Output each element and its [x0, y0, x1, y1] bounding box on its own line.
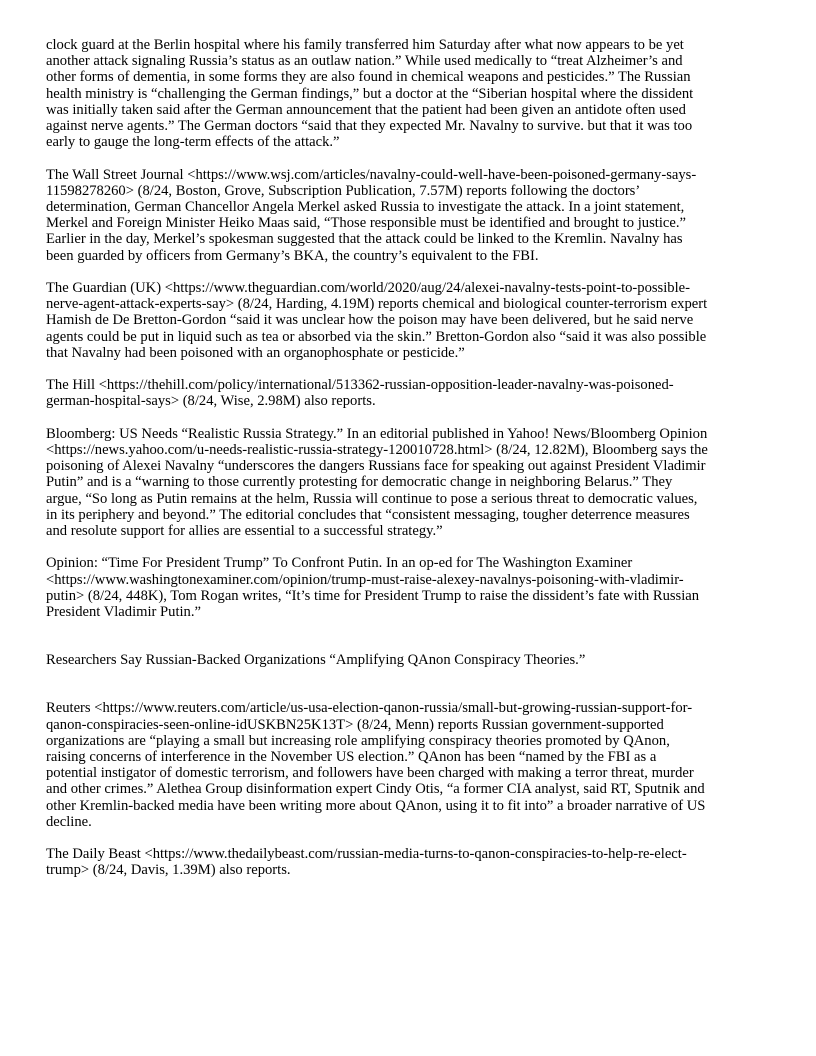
document-page	[46, 37, 772, 895]
paragraph-reuters: Reuters <https://www.reuters.com/article/us-usa-election-qanon-russia/small-but-growing-russian-support-for- qanon-conspiracies-seen-online-idUSKBN25K13T> (8/24, Menn) reports Russian government-supported organizations are “playing a small but increasing role amplifying conspiracy theories promoted by QAnon, raising concerns of interference in the November US election.” QAnon has been “named by the FBI as a potential instigator of domestic terrorism, and followers have been charged with making a terror threat, murder and other crimes.” Alethea Group disinformation expert Cindy Otis, “a former CIA analyst, said RT, Sputnik and other Kremlin-backed media have been writing more about QAnon, using it to fit into” a broader narrative of US decline.	[46, 700, 706, 830]
paragraph-guardian: The Guardian (UK) <https://www.theguardian.com/world/2020/aug/24/alexei-navalny-tests-point-to-possible- nerve-agent-attack-experts-say> (8/24, Harding, 4.19M) reports chemical and biological counter-terrorism expert Hamish de De Bretton-Gordon “said it was unclear how the poison may have been delivered, but he said nerve agents could be put in liquid such as tea or absorbed via the skin.” Bretton-Gordon also “said it was also possible that Navalny had been poisoned with an organophosphate or pesticide.”	[46, 280, 708, 361]
paragraph-daily-beast: The Daily Beast <https://www.thedailybeast.com/russian-media-turns-to-qanon-conspiracies-to-help-re-elect- trump> (8/24, Davis, 1.39M) also reports.	[46, 846, 687, 879]
paragraph-opinion-rogan: Opinion: “Time For President Trump” To Confront Putin. In an op-ed for The Washington Examiner <https://www.washingtonexaminer.com/opinion/trump-must-raise-alexey-navalnys-poisoning-with-vladimir- putin> (8/24, 448K), Tom Rogan writes, “It’s time for President Trump to raise the dissident’s fate with Russian President Vladimir Putin.”	[46, 555, 700, 621]
section-heading-qanon: Researchers Say Russian-Backed Organizations “Amplifying QAnon Conspiracy Theories.”	[46, 652, 586, 669]
paragraph-the-hill: The Hill <https://thehill.com/policy/international/513362-russian-opposition-leader-navalny-was-poisoned- german-hospital-says> (8/24, Wise, 2.98M) also reports.	[46, 377, 674, 410]
paragraph-bloomberg: Bloomberg: US Needs “Realistic Russia Strategy.” In an editorial published in Yahoo! News/Bloomberg Opinion <https://news.yahoo.com/u-needs-realistic-russia-strategy-120010728.html> (8/24, 12.82M), Bloomberg says the poisoning of Alexei Navalny “underscores the dangers Russians face for speaking out against President Vladimir Putin” and is a “warning to those currently protesting for democratic change in neighboring Belarus.” They argue, “So long as Putin remains at the helm, Russia will continue to pose a serious threat to democratic values, in its periphery and beyond.” The editorial concludes that “consistent messaging, tougher deterrence measures and resolute support for allies are essential to a successful strategy.”	[46, 425, 708, 540]
paragraph-wsj: The Wall Street Journal <https://www.wsj.com/articles/navalny-could-well-have-been-poisoned-germany-says- 11598278260> (8/24, Boston, Grove, Subscription Publication, 7.57M) reports following the doctors’ determination, German Chancellor Angela Merkel asked Russia to investigate the attack. In a joint statement, Merkel and Foreign Minister Heiko Maas said, “Those responsible must be identified and brought to justice.” Earlier in the day, Merkel’s spokesman suggested that the attack could be linked to the Kremlin. Navalny has been guarded by officers from Germany’s BKA, the country’s equivalent to the FBI.	[46, 166, 697, 264]
paragraph-navalny-hospital: clock guard at the Berlin hospital where his family transferred him Saturday after what now appears to be yet another attack signaling Russia’s status as an outlaw nation.” While used medically to “treat Alzheimer’s and other forms of dementia, in some forms they are also found in chemical weapons and pesticides.” The Russian health ministry is “challenging the German findings,” but a doctor at the “Siberian hospital where the dissident was initially taken said after the German announcement that the patient had been given an antidote often used against nerve agents.” The German doctors “said that they expected Mr. Navalny to survive. but that it was too early to gauge the long-term effects of the attack.”	[46, 37, 694, 151]
